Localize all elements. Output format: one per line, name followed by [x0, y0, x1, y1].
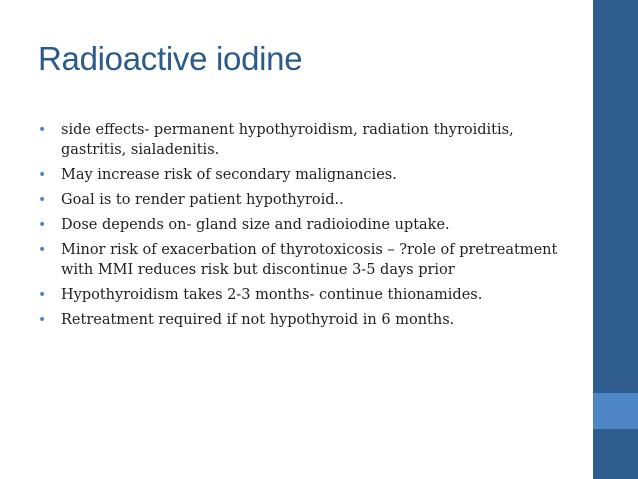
slide-title: Radioactive iodine	[38, 40, 303, 77]
bullet-dot-icon: •	[38, 312, 47, 328]
bullet-item	[38, 310, 578, 330]
bullet-text: side effects- permanent hypothyroidism, radiation thyroiditis, gastritis, sialadenitis.	[61, 122, 514, 158]
bullet-item	[38, 190, 578, 210]
bullet-item	[38, 120, 578, 160]
bullet-text: May increase risk of secondary malignancies.	[61, 167, 397, 183]
bullet-item	[38, 285, 578, 305]
sidebar-accent-bar	[593, 0, 638, 479]
bullet-text: Minor risk of exacerbation of thyrotoxicosis – ?role of pretreatment with MMI reduces risk but discontinue 3-5 days prior	[61, 242, 558, 278]
bullet-dot-icon: •	[38, 242, 47, 258]
bullet-text: Dose depends on- gland size and radioiodine uptake.	[61, 217, 450, 233]
bullet-text: Retreatment required if not hypothyroid in 6 months.	[61, 312, 455, 328]
bullet-item	[38, 165, 578, 185]
bullet-item	[38, 215, 578, 235]
bullet-dot-icon: •	[38, 217, 47, 233]
bullet-dot-icon: •	[38, 287, 47, 303]
bullet-text: Hypothyroidism takes 2-3 months- continue thionamides.	[61, 287, 483, 303]
bullet-dot-icon: •	[38, 192, 47, 208]
bullet-text: Goal is to render patient hypothyroid..	[61, 192, 344, 208]
sidebar-accent-block	[593, 393, 638, 429]
bullet-dot-icon: •	[38, 122, 47, 138]
bullet-list	[38, 120, 578, 335]
bullet-item	[38, 240, 578, 280]
bullet-dot-icon: •	[38, 167, 47, 183]
